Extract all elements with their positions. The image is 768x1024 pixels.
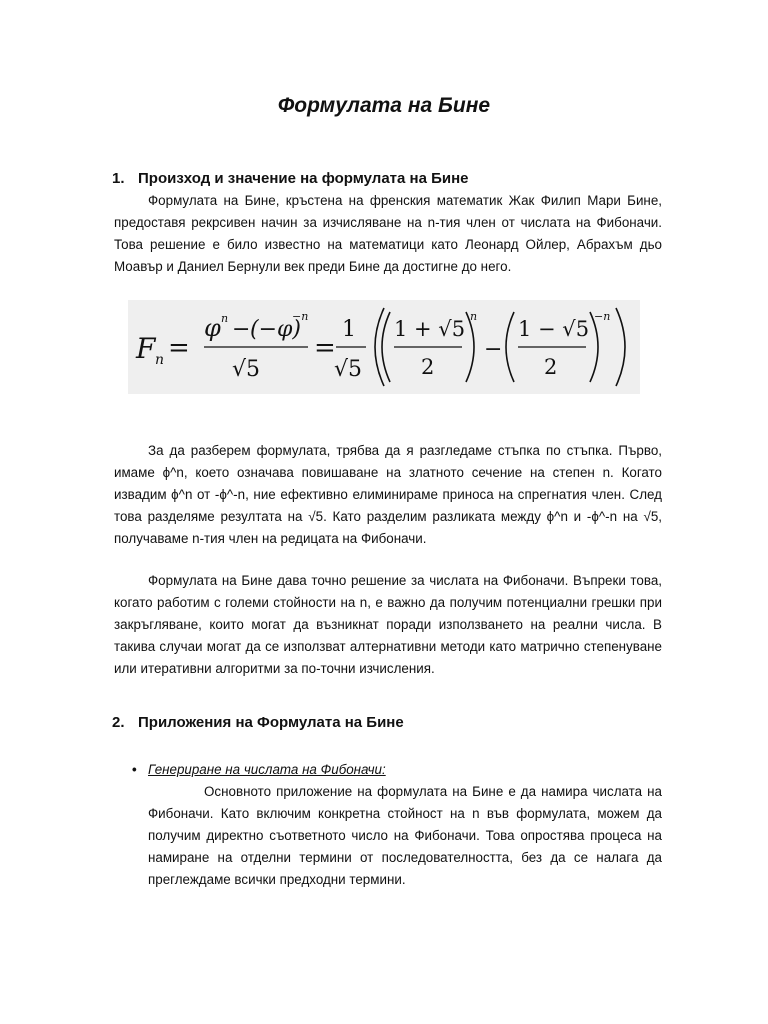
formula-lhs-sub: n [155,352,165,368]
formula-inner-left-paren-1 [382,312,390,382]
formula-two-1: 2 [421,355,435,379]
formula-minus-2: − [484,337,503,362]
formula-equals-1: = [168,333,190,363]
section-1-heading [112,170,469,187]
formula-minus-1: − [232,317,251,342]
bullet-icon: • [132,762,137,777]
formula-minus-phi-exp: −n [292,310,309,323]
section-1-paragraph-text: Формулата на Бине, кръстена на френския математик Жак Филип Мари Бине, предоставя рекрсивен начин за изчисляване на n-тия член от числата на Фибоначи. Това решение е било известно на математици като Леонард Ойлер, Абрахъм дьо Моавър и Даниел Бернули век преди Бине да достигне до него. [114,193,662,274]
formula-one: 1 [342,317,356,342]
formula-equals-2: = [314,333,336,363]
formula-minus-phi: (−φ) [250,317,302,342]
formula-phi-exp: n [221,312,229,325]
accuracy-paragraph [114,570,662,680]
binet-formula-image [128,300,640,394]
section-2-heading [112,714,404,731]
section-1-paragraph [114,190,662,278]
formula-one-minus-sqrt5: 1 − √5 [518,317,590,341]
formula-one-plus-sqrt5: 1 + √5 [394,317,466,341]
explanation-paragraph-text: За да разберем формулата, трябва да я разгледаме стъпка по стъпка. Първо, имаме ϕ^n, което означава повишаване на златното сечение на степен n. Когато извадим ϕ^n от -ϕ^-n, ние ефективно елиминираме приноса на спрегнатия член. След това разделяме резултата на √5. Като разделим разликата между ϕ^n и -ϕ^-n на √5, получаваме n-тия член на редицата на Фибоначи. [114,443,662,546]
formula-two-2: 2 [544,355,558,379]
document-title: Формулата на Бине [277,94,491,117]
formula-exp-neg-n: −n [594,310,611,323]
section-1-number: 1. [112,170,125,187]
bullet-paragraph-text: Основното приложение на формулата на Бине е да намира числата на Фибоначи. Като включим конкретна стойност на n във формулата, можем да получим директно съответното число на Фибоначи. Това опростява процеса на намиране на отделни термини от последователността, без да се налага да преглеждаме всички предходни термини. [148,784,662,887]
bullet-label: Генериране на числата на Фибоначи: [148,762,386,777]
bullet-paragraph [148,781,662,891]
formula-sqrt5-den-1: √5 [232,357,261,382]
formula-lhs: F [136,332,156,365]
explanation-paragraph [114,440,662,550]
accuracy-paragraph-text: Формулата на Бине дава точно решение за числата на Фибоначи. Въпреки това, когато работим с големи стойности на n, е важно да получим потенциални грешки при закръгляване, които могат да възникнат поради използването на реални числа. В такива случаи могат да се използват алтернативни методи като матрично степенуване или итеративни алгоритми за по-точни изчисления. [114,573,662,676]
formula-exp-n: n [470,310,478,323]
section-2-number: 2. [112,714,125,731]
section-1-heading-text: Произход и значение на формулата на Бине [138,170,469,187]
formula-phi: φ [204,314,221,342]
formula-outer-right-paren [616,308,625,386]
formula-inner-left-paren-2 [506,312,514,382]
section-2-heading-text: Приложения на Формулата на Бине [138,714,404,731]
bullet-item [132,762,386,777]
formula-sqrt5-den-2: √5 [334,357,363,382]
